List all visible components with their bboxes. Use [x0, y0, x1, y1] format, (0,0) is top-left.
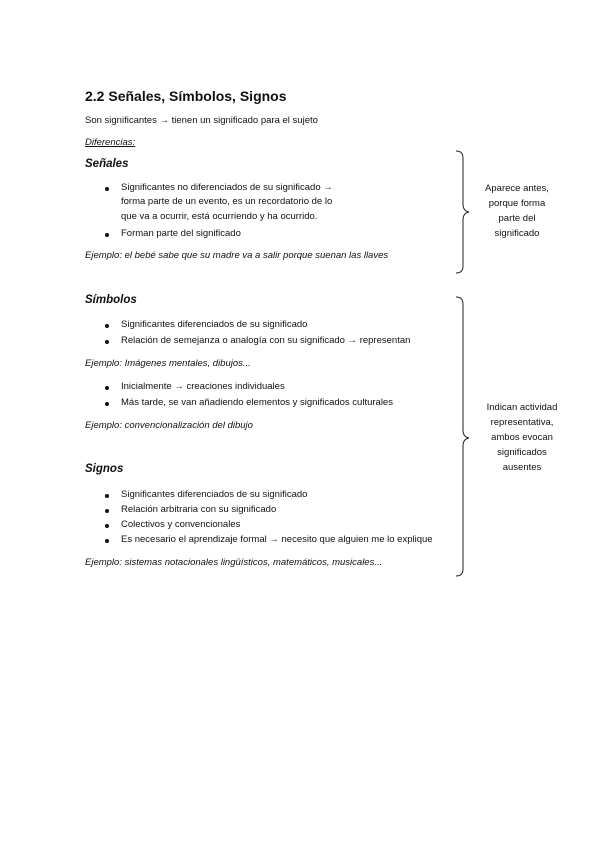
simbolos-heading: Símbolos [85, 294, 137, 306]
side-note-2-line-5: ausentes [502, 462, 542, 473]
side-note-1-line-1: Aparece antes, [485, 183, 549, 194]
side-note-1-line-2: porque forma [488, 198, 546, 209]
side-note-2-line-4: significados [497, 447, 547, 458]
bullet-dot [105, 509, 109, 513]
bullet-dot [105, 340, 109, 344]
signos-bullet-1: Significantes diferenciados de su significado [121, 489, 308, 500]
side-note-1-line-4: significado [494, 228, 540, 239]
side-note-1 [472, 181, 562, 241]
intro-text: Son significantes → tienen un significado para el sujeto [85, 115, 318, 126]
bullet-dot [105, 539, 109, 543]
senales-heading: Señales [85, 158, 129, 170]
simbolos-example-2: Ejemplo: convencionalización del dibujo [85, 420, 253, 431]
bullet-dot [105, 324, 109, 328]
simbolos-bullet-2: Relación de semejanza o analogía con su significado → representan [121, 335, 411, 346]
bullet-dot [105, 386, 109, 390]
bullet-dot [105, 402, 109, 406]
senales-example: Ejemplo: el bebé sabe que su madre va a salir porque suenan las llaves [85, 250, 389, 261]
side-note-2 [472, 400, 572, 475]
bullet-dot [105, 494, 109, 498]
bullet-dot [105, 524, 109, 528]
simbolos-example-1: Ejemplo: Imágenes mentales, dibujos... [85, 358, 251, 369]
signos-heading: Signos [85, 463, 124, 475]
senales-bullet-1-cont1: forma parte de un evento, es un recordatorio de lo [121, 196, 333, 207]
side-note-2-line-2: representativa, [490, 417, 554, 428]
bullet-dot [105, 187, 109, 191]
side-note-2-line-3: ambos evocan [491, 432, 553, 443]
signos-example: Ejemplo: sistemas notacionales lingüísticos, matemáticos, musicales... [85, 557, 383, 568]
differences-label: Diferencias: [85, 137, 136, 148]
signos-bullet-4: Es necesario el aprendizaje formal → necesito que alguien me lo explique [121, 534, 433, 545]
side-note-1-line-3: parte del [498, 213, 536, 224]
page-title: 2.2 Señales, Símbolos, Signos [85, 88, 287, 104]
signos-bullet-2: Relación arbitraria con su significado [121, 504, 277, 515]
senales-bullet-2: Forman parte del significado [121, 228, 241, 239]
signos-bullet-3: Colectivos y convencionales [121, 519, 241, 530]
senales-bullet-1: Significantes no diferenciados de su significado → [121, 182, 333, 193]
simbolos-bullet-4: Más tarde, se van añadiendo elementos y significados culturales [121, 397, 393, 408]
senales-bullet-1-cont2: que va a ocurrir, está ocurriendo y ha ocurrido. [121, 211, 318, 222]
bullet-dot [105, 233, 109, 237]
simbolos-bullet-3: Inicialmente → creaciones individuales [121, 381, 285, 392]
simbolos-bullet-1: Significantes diferenciados de su significado [121, 319, 308, 330]
side-note-2-line-1: Indican actividad [486, 402, 558, 413]
